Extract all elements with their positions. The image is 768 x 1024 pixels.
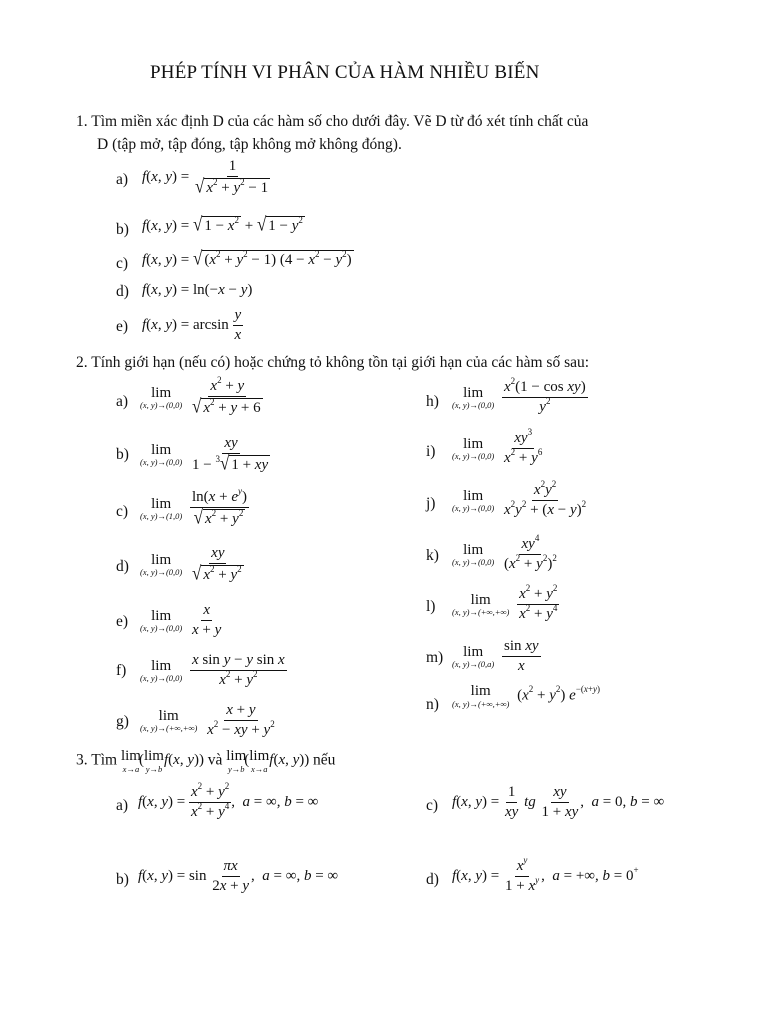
problem-3c-label: c) xyxy=(426,797,439,814)
problem-2l-formula: lim (x, y)→(+∞,+∞) $\frac{x^2 + y^2}{x^2 + y^4}$ xyxy=(452,583,558,623)
problem-2i-label: i) xyxy=(426,443,436,460)
problem-1c-label: c) xyxy=(116,255,129,272)
problem-3b-formula: f(x, y) = sin $\frac{\pi x}{2x + y}$ , a = ∞, b = ∞ xyxy=(138,858,339,895)
problem-2-statement: 2. Tính giới hạn (nếu có) hoặc chứng tỏ không tồn tại giới hạn của các hàm số sau: xyxy=(76,354,590,371)
problem-2h-label: h) xyxy=(426,393,439,410)
problem-3d-formula: f(x, y) = $\frac{x^y}{1 + x^y}$ , a = +∞, b = 0+ xyxy=(452,855,639,895)
problem-2k-label: k) xyxy=(426,547,439,564)
problem-2g-formula: lim (x, y)→(+∞,+∞) $\frac{x + y}{x^2 - xy + y^2}$ xyxy=(140,702,275,739)
problem-1b-formula: f(x, y) = √ $1 - x^2$ + √ $1 - y^2$ xyxy=(142,213,303,236)
problem-3c-formula: f(x, y) = $\frac{1}{xy}$ tg $\frac{xy}{1 + xy}$ , a = 0, b = ∞ xyxy=(452,784,665,821)
problem-2a-formula: lim (x, y)→(0,0) $x^2 + y$ √ $x^2 + y + 6$ xyxy=(140,375,261,418)
problem-2e-formula: lim (x, y)→(0,0) $\frac{x}{x + y}$ xyxy=(140,602,222,639)
problem-2b-label: b) xyxy=(116,446,129,463)
problem-1-statement-line2: D (tập mở, tập đóng, tập không mở không đóng). xyxy=(97,136,402,153)
problem-3a-formula: f(x, y) = $\frac{x^2 + y^2}{x^2 + y^4}$ , a = ∞, b = ∞ xyxy=(138,781,319,821)
problem-2h-formula: lim (x, y)→(0,0) $\frac{x^2(1 - \cos xy)}{y^2}$ xyxy=(452,376,586,416)
problem-2d-formula: lim (x, y)→(0,0) xy √ $x^2 + y^2$ xyxy=(140,545,242,585)
problem-2d-label: d) xyxy=(116,558,129,575)
problem-2k-formula: lim (x, y)→(0,0) $\frac{xy^4}{(x^2 + y^2)^2}$ xyxy=(452,533,557,573)
problem-2m-formula: lim (x, y)→(0,a) $\frac{\text{sin xy}}{x}$ xyxy=(452,638,539,675)
problem-2a-label: a) xyxy=(116,393,129,410)
problem-2l-label: l) xyxy=(426,598,436,615)
problem-1e-formula: f(x, y) = arcsin $\frac{y}{x}$ xyxy=(142,307,242,344)
problem-1a-label: a) xyxy=(116,171,129,188)
problem-2i-formula: lim (x, y)→(0,0) $\frac{xy^3}{x^2 + y^6}$ xyxy=(452,427,543,467)
problem-1a-formula: f(x, y) = 1 √ $x^2 + y^2 - 1$ xyxy=(142,158,269,198)
problem-2e-label: e) xyxy=(116,613,129,630)
problem-2n-label: n) xyxy=(426,696,439,713)
problem-2m-label: m) xyxy=(426,649,444,666)
problem-1d-label: d) xyxy=(116,283,129,300)
problem-2n-formula: lim (x, y)→(+∞,+∞) $(x^2 + y^2)$ $e^{-(x+y)}$ xyxy=(452,683,600,709)
problem-2g-label: g) xyxy=(116,713,129,730)
problem-2c-label: c) xyxy=(116,503,129,520)
problem-3-statement: 3. Tìm lim x→a ( lim y→b f(x, y)) và lim y→b ( lim x→a f(x, y)) nếu xyxy=(76,748,336,774)
problem-2b-formula: lim (x, y)→(0,0) xy 1 − $^3$ √ 1 + xy xyxy=(140,435,269,475)
problem-3d-label: d) xyxy=(426,871,439,888)
problem-1d-formula: f(x, y) = ln(−x − y) xyxy=(142,282,253,298)
problem-2f-label: f) xyxy=(116,662,127,679)
problem-1e-label: e) xyxy=(116,318,129,335)
page-title: PHÉP TÍNH VI PHÂN CỦA HÀM NHIỀU BIẾN xyxy=(150,62,540,83)
problem-2f-formula: lim (x, y)→(0,0) $\frac{\text{x sin y − y sin x}}{x^2 + y^2}$ xyxy=(140,652,285,689)
problem-1-statement-line1: 1. Tìm miền xác định D của các hàm số cho dưới đây. Vẽ D từ đó xét tính chất của xyxy=(76,113,589,130)
problem-2j-formula: lim (x, y)→(0,0) $\frac{x^2y^2}{x^2y^2 + (x - y)^2}$ xyxy=(452,479,587,519)
problem-3b-label: b) xyxy=(116,871,129,888)
problem-2j-label: j) xyxy=(426,495,436,512)
problem-3a-label: a) xyxy=(116,797,129,814)
problem-1c-formula: f(x, y) = √ $(x^2 + y^2 - 1) (4 - x^2 - y^2)$ xyxy=(142,247,352,270)
problem-2c-formula: lim (x, y)→(1,0) $\ln(x + e^y)$ √ $x^2 + y^2$ xyxy=(140,486,247,529)
problem-1b-label: b) xyxy=(116,221,129,238)
